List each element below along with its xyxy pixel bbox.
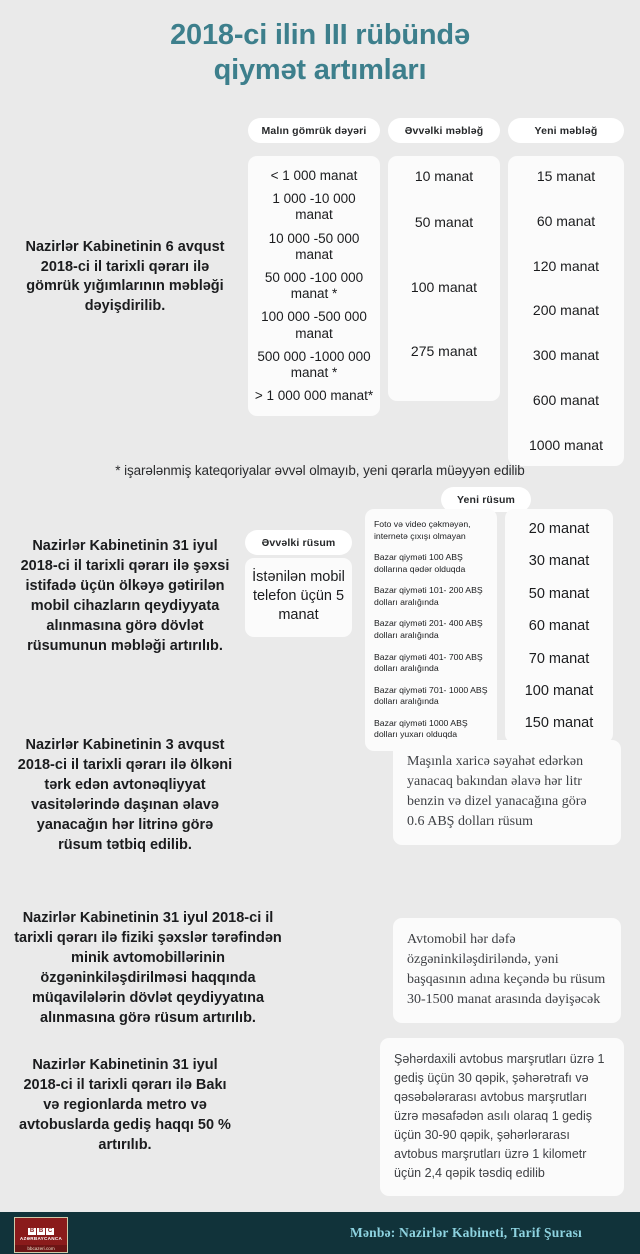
table-row: Bazar qiyməti 101- 200 ABŞ dolları aralığında [374,585,483,607]
table-row: < 1 000 manat [270,168,358,183]
label-previous-duty: Əvvəlki rüsum [245,530,352,555]
table-row: Bazar qiyməti 100 ABŞ dollarına qədər olduqda [374,552,466,574]
transport-fare-detail-card: Şəhərdaxili avtobus marşrutları üzrə 1 gediş üçün 30 qəpik, şəhərətrafı və qəsəbələrarası avtobus marşrutları üzrə məsafədən asılı olaraq 1 gediş üçün 30-90 qəpik, şəhərlərarası avtobus marşrutları üzrə 1 kilometr üçün 2,4 qəpik təsdiq edilib [380,1038,624,1196]
table-cell: 50 manat [414,213,474,230]
customs-table-body [248,156,628,466]
bbc-logo-subtitle: AZƏRBAYCANCA [19,1235,63,1241]
table-cell: 50 manat [528,585,590,602]
footer-bar [0,1212,640,1254]
table-row: 100 000 -500 000 manat [261,309,367,341]
title-line-2: qiymət artımları [213,54,427,87]
mobile-new-duty-column [505,509,613,743]
table-row: Bazar qiyməti 401- 700 ABŞ dolları aralığında [374,651,483,674]
table-row: > 1 000 000 manat* [254,388,374,404]
customs-category-column [248,156,380,416]
table-cell: 60 manat [536,212,596,229]
table-row: 10 000 -50 000 manat [268,230,360,262]
table-cell: 120 manat [532,257,600,274]
table-cell: 20 manat [528,521,590,537]
table-cell: 100 manat [410,278,478,295]
table-cell: 60 manat [528,618,590,635]
table-cell: 275 manat [410,343,478,360]
customs-new-amount-column [508,156,624,466]
customs-previous-amount-column [388,156,500,401]
table-row: 50 000 -100 000 manat * [264,269,364,302]
transport-fare-description: Nazirlər Kabinetinin 31 iyul 2018-ci il tarixli qərarı ilə Bakı və regionlarda metro və avtobuslarda gediş haqqı 50 % artırılıb. [19,1057,231,1153]
table-cell: 100 manat [524,682,594,699]
page-title [0,0,640,89]
bbc-logo-blocks: B B C [29,1227,53,1234]
car-transfer-detail-card: Avtomobil hər dəfə özgəninkiləşdiriləndə, yəni başqasının adına keçəndə bu rüsum 30-1500 manat arasında dəyişəcək [393,918,621,1023]
fuel-duty-description: Nazirlər Kabinetinin 3 avqust 2018-ci il tarixli qərarı ilə ölkəni tərk edən avtonəqliyyat vasitələrində daşınan əlavə yanacağın hər litrinə görə rüsum tətbiq edilib. [17,737,233,853]
table-row: 1 000 -10 000 manat [272,191,356,223]
label-new-duty: Yeni rüsum [441,487,531,512]
source-credit: Mənbə: Nazirlər Kabineti, Tarif Şurası [350,1225,582,1240]
table-row: Bazar qiyməti 1000 ABŞ dolları yuxarı olduqda [374,717,468,740]
car-transfer-description: Nazirlər Kabinetinin 31 iyul 2018-ci il tarixli qərarı ilə fiziki şəxslər tərəfindən minik avtomobillərinin özgəninkiləşdirilməsi haqqında müqavilələrin dövlət qeydiyyatına alınmasına görə rüsum artırılıb. [14,910,282,1026]
table-cell: 1000 manat [529,436,603,453]
fuel-duty-detail-card: Maşınla xaricə səyahət edərkən yanacaq bakından əlavə hər litr benzin və dizel yanacağına görə 0.6 ABŞ dolları rüsum [393,740,621,845]
table-cell: 70 manat [528,650,590,667]
table-row: Bazar qiyməti 201- 400 ABŞ dolları aralığında [374,618,483,640]
table-cell: 30 manat [528,553,590,570]
customs-footnote: * işarələnmiş kateqoriyalar əvvəl olmayıb, yeni qərarla müəyyən edilib [115,463,525,478]
header-goods-customs-value: Malın gömrük dəyəri [248,118,380,143]
bbc-logo-url: bbcazeri.com [14,1245,68,1253]
mobile-category-column [365,509,497,751]
header-previous-amount: Əvvəlki məbləğ [388,118,500,143]
table-cell: 150 manat [524,715,594,732]
previous-duty-value: İstənilən mobil telefon üçün 5 manat [245,558,352,637]
table-cell: 15 manat [536,168,596,184]
table-cell: 600 manat [532,391,600,408]
table-row: Foto və video çəkməyən, internetə çıxışı olmayan [374,519,471,541]
customs-description: Nazirlər Kabinetinin 6 avqust 2018-ci il tarixli qərarı ilə gömrük yığımlarının məbləği dəyişdirilib. [25,239,225,315]
title-line-1: 2018-ci ilin III rübündə [170,19,470,51]
mobile-duty-description: Nazirlər Kabinetinin 31 iyul 2018-ci il tarixli qərarı ilə şəxsi istifadə üçün ölkəyə gətirilən mobil cihazların qeydiyyata alınmasına görə dövlət rüsumunun məbləği artırılıb. [20,538,230,654]
customs-table-headers [248,118,628,143]
table-row: Bazar qiyməti 701- 1000 ABŞ dolları aralığında [374,684,488,707]
header-new-amount: Yeni məbləğ [508,118,624,143]
table-cell: 200 manat [532,302,600,319]
table-cell: 300 manat [532,347,600,364]
table-cell: 10 manat [414,168,474,184]
table-row: 500 000 -1000 000 manat * [257,348,371,380]
